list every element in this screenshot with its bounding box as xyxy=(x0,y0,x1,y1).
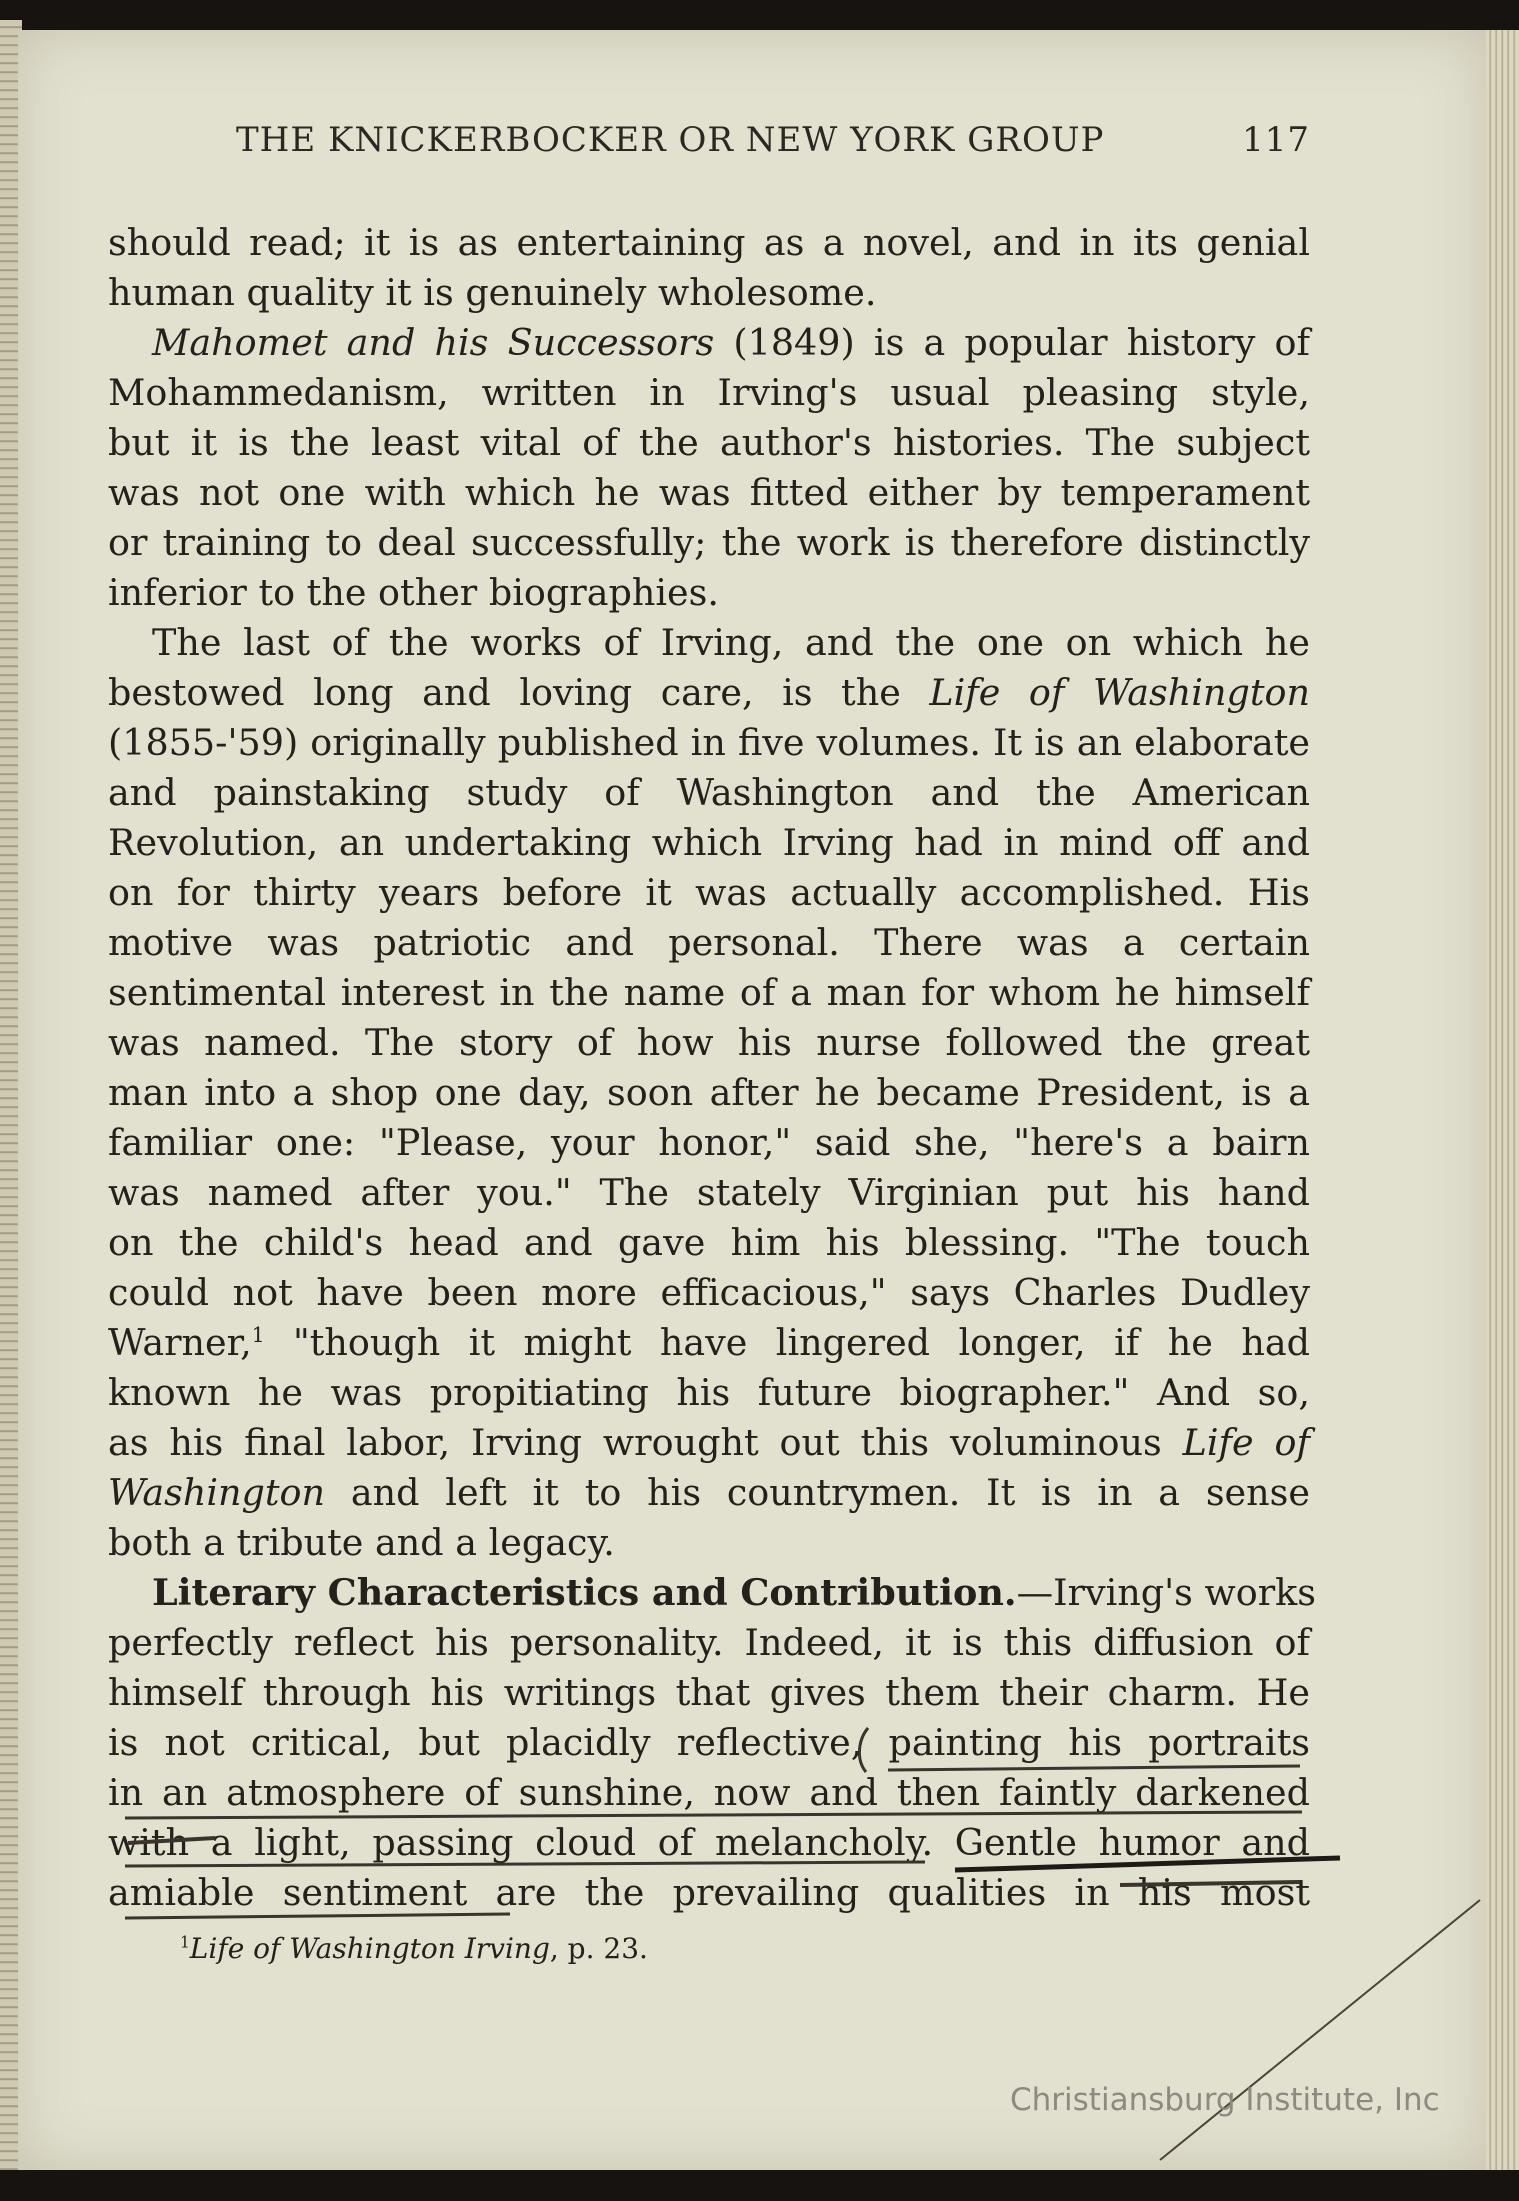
text-line: with a light, passing cloud of melancholy. Gentle humor and xyxy=(108,1821,1310,1864)
text-run: , p. 23. xyxy=(549,1932,648,1965)
text-line: but it is the least vital of the author's histories. The subject xyxy=(108,421,1310,464)
text-line: both a tribute and a legacy. xyxy=(108,1521,615,1564)
text-line: human quality it is genuinely wholesome. xyxy=(108,271,877,314)
text-line: sentimental interest in the name of a man for whom he himself xyxy=(108,971,1310,1014)
text-line xyxy=(108,318,1310,368)
text-run: and left it to his countrymen. It is in a sense xyxy=(325,1471,1310,1514)
text-line: was named. The story of how his nurse followed the great xyxy=(108,1021,1310,1064)
text-line: on for thirty years before it was actually accomplished. His xyxy=(108,871,1310,914)
page-number: 117 xyxy=(1242,120,1310,160)
footnote-marker: 1 xyxy=(180,1933,190,1952)
text-run: as his final labor, Irving wrought out this voluminous xyxy=(108,1421,1183,1464)
text-line: known he was propitiating his future biographer." And so, xyxy=(108,1371,1310,1414)
text-line: amiable sentiment are the prevailing qualities in his most xyxy=(108,1871,1310,1914)
text-line: motive was patriotic and personal. There was a certain xyxy=(108,921,1310,964)
text-line: and painstaking study of Washington and the American xyxy=(108,771,1310,814)
book-title: Mahomet and his Successors xyxy=(152,321,715,364)
text-line: familiar one: "Please, your honor," said she, "here's a bairn xyxy=(108,1121,1310,1164)
text-line: was named after you." The stately Virginian put his hand xyxy=(108,1171,1310,1214)
text-line: was not one with which he was fitted either by temperament xyxy=(108,471,1310,514)
text-line: inferior to the other biographies. xyxy=(108,571,719,614)
page-header xyxy=(0,120,1310,172)
book-title: Life of Washington Irving xyxy=(189,1932,550,1965)
text-line: himself through his writings that gives them their charm. He xyxy=(108,1671,1310,1714)
text-line xyxy=(108,668,1310,718)
text-line: in an atmosphere of sunshine, now and then faintly darkened xyxy=(108,1771,1310,1814)
text-line: Mohammedanism, written in Irving's usual pleasing style, xyxy=(108,371,1310,414)
text-run: (1849) is a popular history of xyxy=(714,321,1310,364)
text-line xyxy=(108,1568,1317,1618)
text-line: or training to deal successfully; the work is therefore distinctly xyxy=(108,521,1310,564)
text-run: —Irving's works xyxy=(1016,1571,1317,1614)
page-stack-edge xyxy=(1486,30,1519,2170)
book-title: Life of xyxy=(1182,1421,1311,1464)
text-run: bestowed long and loving care, is the xyxy=(108,671,930,714)
text-line: man into a shop one day, soon after he became President, is a xyxy=(108,1071,1310,1114)
text-line: should read; it is as entertaining as a novel, and in its genial xyxy=(108,221,1310,264)
body-text xyxy=(108,218,1317,1918)
text-line xyxy=(108,1418,1310,1468)
text-line: could not have been more efficacious," says Charles Dudley xyxy=(108,1271,1310,1314)
watermark: Christiansburg Institute, Inc xyxy=(1010,2082,1440,2118)
footnote-marker: 1 xyxy=(251,1322,265,1347)
book-title: Washington xyxy=(108,1471,326,1514)
text-line: Revolution, an undertaking which Irving had in mind off and xyxy=(108,821,1310,864)
text-line: (1855-'59) originally published in five volumes. It is an elaborate xyxy=(108,721,1310,764)
text-line: is not critical, but placidly reflective, painting his portraits xyxy=(108,1721,1310,1764)
book-title: Life of Washington xyxy=(929,671,1310,714)
text-line: perfectly reflect his personality. Indeed, it is this diffusion of xyxy=(108,1621,1310,1664)
text-run: "though it might have lingered longer, if he had xyxy=(264,1321,1310,1364)
text-line xyxy=(108,1468,1310,1518)
text-line: The last of the works of Irving, and the one on which he xyxy=(152,621,1310,664)
section-heading: Literary Characteristics and Contribution. xyxy=(152,1571,1017,1614)
running-head: THE KNICKERBOCKER OR NEW YORK GROUP xyxy=(236,120,1105,160)
text-line xyxy=(108,1318,1310,1368)
text-line: on the child's head and gave him his blessing. "The touch xyxy=(108,1221,1310,1264)
footnote xyxy=(180,1932,648,1965)
text-run: Warner, xyxy=(108,1321,252,1364)
